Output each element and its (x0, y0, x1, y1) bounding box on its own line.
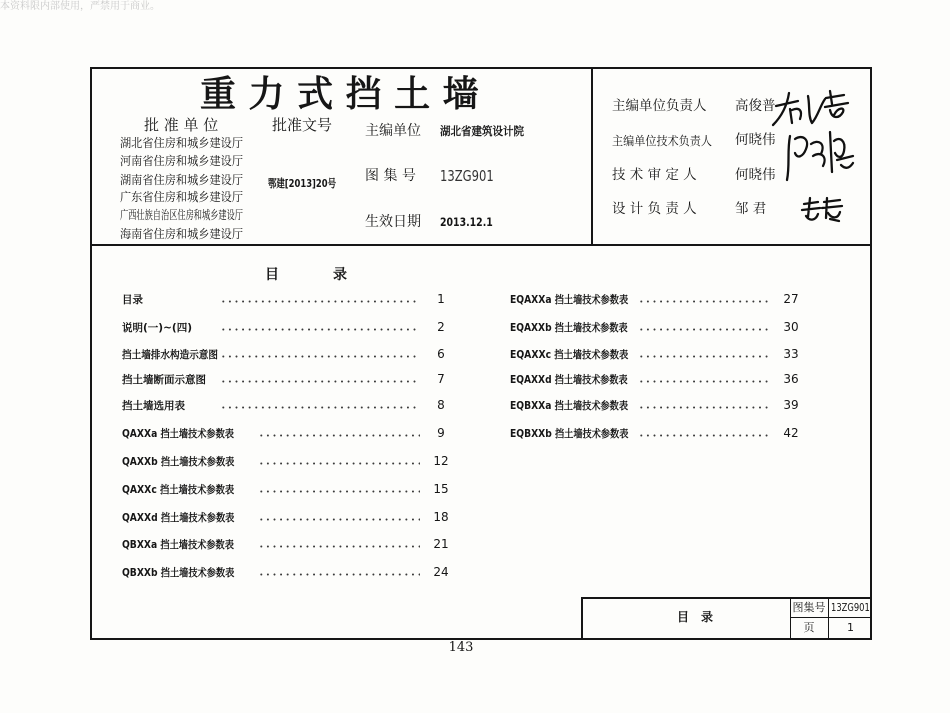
toc-entry-title: QBXXa 挡土墙技术参数表 (122, 539, 234, 551)
toc-entry-title: EQAXXc 挡土墙技术参数表 (510, 349, 629, 361)
toc-dot-leader (258, 573, 420, 576)
toc-dot-leader (258, 434, 420, 437)
toc-dot-leader (220, 380, 420, 383)
title-block-atlas-number: 13ZG901 (831, 602, 870, 614)
approval-unit-label: 批 准 单 位 (144, 116, 219, 134)
toc-dot-leader (638, 434, 770, 437)
toc-dot-leader (258, 518, 420, 521)
toc-dot-leader (638, 328, 770, 331)
chief-editor-signature (768, 88, 858, 128)
title-block-page-number: 1 (847, 621, 854, 634)
toc-dot-leader (258, 462, 420, 465)
atlas-number-label: 图 集 号 (365, 168, 416, 184)
toc-entry-title: EQAXXb 挡土墙技术参数表 (510, 322, 628, 334)
editor-unit: 湖北省建筑设计院 (440, 124, 524, 138)
header-bottom-rule (90, 244, 872, 246)
responsible-role: 主编单位技术负责人 (612, 134, 713, 148)
title-block-left-rule (581, 597, 583, 640)
technical-lead-signature (783, 129, 855, 183)
responsible-role: 主编单位负责人 (612, 98, 707, 114)
approval-unit: 广西壮族自治区住房和城乡建设厅 (120, 208, 244, 222)
toc-entry-page: 24 (433, 565, 449, 579)
title-block-divider (790, 598, 791, 640)
toc-entry-page: 21 (433, 537, 449, 551)
toc-dot-leader (220, 328, 420, 331)
toc-dot-leader (220, 406, 420, 409)
responsible-name: 高俊普 (735, 98, 776, 114)
header-vertical-divider (591, 67, 593, 245)
toc-entry-page: 9 (437, 426, 445, 440)
title-block-divider (828, 598, 829, 640)
toc-entry-page: 18 (433, 510, 449, 524)
toc-dot-leader (638, 380, 770, 383)
responsible-name: 邹 君 (735, 201, 767, 217)
toc-entry-page: 15 (433, 482, 449, 496)
toc-dot-leader (258, 545, 420, 548)
page-number: 143 (448, 640, 474, 655)
approval-doc-number: 鄂建[2013]20号 (268, 177, 336, 190)
approval-unit: 河南省住房和城乡建设厅 (120, 154, 244, 168)
responsible-name: 何晓伟 (735, 132, 776, 148)
toc-entry-title: 挡土墙断面示意图 (122, 374, 206, 386)
toc-entry-page: 12 (433, 454, 449, 468)
atlas-number: 13ZG901 (440, 167, 494, 185)
toc-entry-title: EQAXXa 挡土墙技术参数表 (510, 294, 629, 306)
approval-unit: 湖南省住房和城乡建设厅 (120, 173, 244, 187)
toc-entry-title: EQBXXa 挡土墙技术参数表 (510, 400, 629, 412)
toc-entry-title: 挡土墙排水构造示意图 (122, 349, 218, 361)
toc-entry-page: 27 (783, 292, 799, 306)
design-lead-signature (800, 196, 844, 223)
title-block-page-label: 页 (803, 621, 815, 634)
toc-entry-page: 39 (783, 398, 799, 412)
title-block-atlas-label: 图集号 (792, 601, 826, 614)
effective-date-label: 生效日期 (365, 214, 421, 230)
editor-unit-label: 主编单位 (365, 123, 421, 139)
title-block-row-rule (790, 617, 872, 618)
toc-entry-title: EQAXXd 挡土墙技术参数表 (510, 374, 628, 386)
toc-entry-title: QAXXc 挡土墙技术参数表 (122, 484, 235, 496)
toc-dot-leader (638, 355, 770, 358)
responsible-role: 技 术 审 定 人 (612, 167, 697, 183)
toc-dot-leader (638, 300, 770, 303)
approval-unit: 广东省住房和城乡建设厅 (120, 190, 244, 204)
responsible-role: 设 计 负 责 人 (612, 201, 697, 217)
toc-dot-leader (220, 300, 420, 303)
toc-entry-page: 7 (437, 372, 445, 386)
atlas-title: 重 力 式 挡 土 墙 (200, 74, 479, 115)
toc-entry-title: 目录 (122, 294, 143, 306)
toc-heading-char: 录 (333, 267, 347, 283)
toc-heading-char: 目 (265, 267, 279, 283)
toc-entry-page: 2 (437, 320, 445, 334)
title-block-drawing-name: 目 录 (676, 610, 713, 624)
toc-entry-page: 36 (783, 372, 799, 386)
toc-entry-page: 33 (783, 347, 799, 361)
toc-entry-title: 挡土墙选用表 (122, 400, 185, 412)
toc-entry-title: QAXXa 挡土墙技术参数表 (122, 428, 234, 440)
toc-entry-page: 42 (783, 426, 799, 440)
toc-entry-title: QAXXb 挡土墙技术参数表 (122, 456, 235, 468)
effective-date: 2013.12.1 (440, 215, 493, 229)
approval-doc-label: 批准文号 (272, 116, 333, 134)
toc-entry-page: 30 (783, 320, 799, 334)
toc-dot-leader (258, 490, 420, 493)
toc-entry-page: 1 (437, 292, 445, 306)
toc-entry-title: 说明(一)~(四) (122, 322, 192, 334)
toc-dot-leader (220, 355, 420, 358)
toc-entry-title: EQBXXb 挡土墙技术参数表 (510, 428, 629, 440)
toc-entry-title: QBXXb 挡土墙技术参数表 (122, 567, 235, 579)
toc-entry-page: 6 (437, 347, 445, 361)
toc-entry-page: 8 (437, 398, 445, 412)
watermark-text: 本资料限内部使用，严禁用于商业。 (0, 1, 160, 12)
responsible-name: 何晓伟 (735, 167, 776, 183)
approval-unit: 海南省住房和城乡建设厅 (120, 227, 244, 241)
toc-dot-leader (638, 406, 770, 409)
approval-unit: 湖北省住房和城乡建设厅 (120, 136, 244, 150)
toc-entry-title: QAXXd 挡土墙技术参数表 (122, 512, 235, 524)
